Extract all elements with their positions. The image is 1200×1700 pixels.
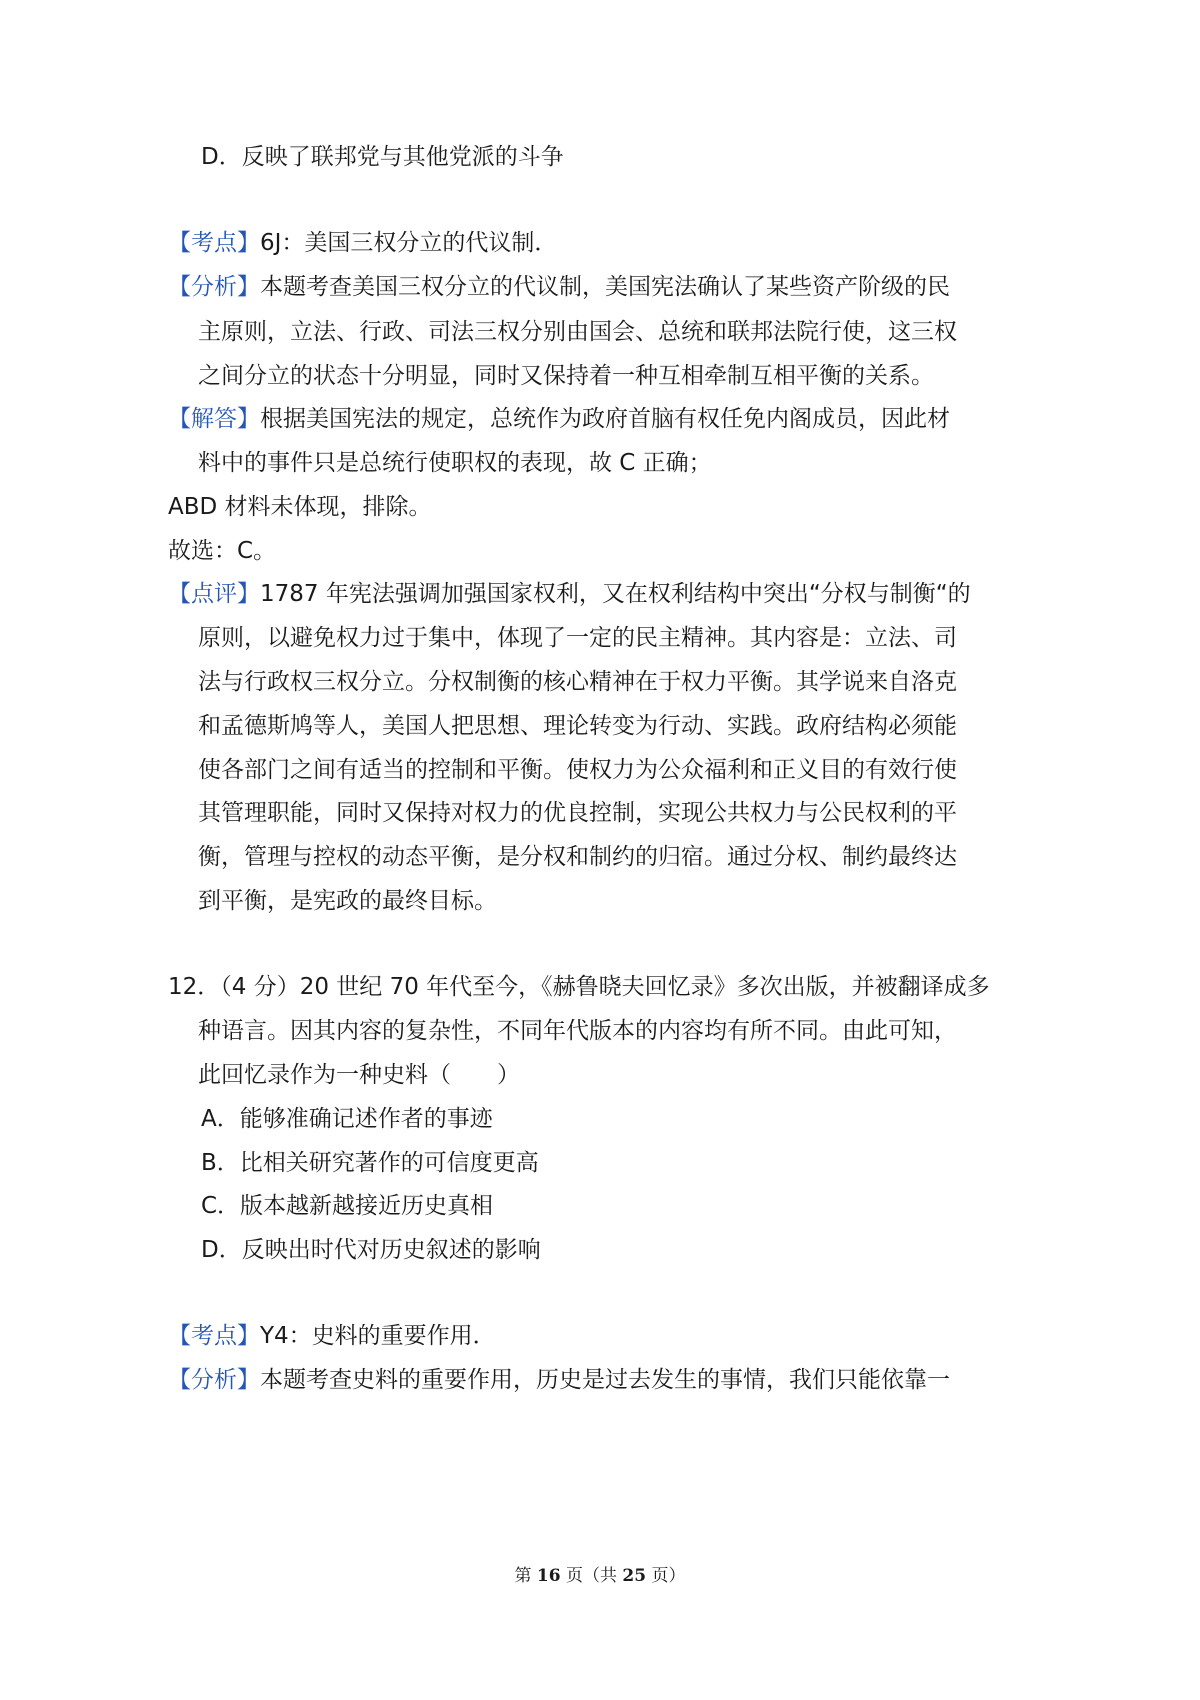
q12-option-d: D．反映出时代对历史叙述的影响 <box>201 1237 541 1263</box>
fenxi-tag: 【分析】 <box>168 274 260 300</box>
dianping-line: 原则，以避免权力过于集中，体现了一定的民主精神。其内容是：立法、司 <box>198 625 957 651</box>
option-d-prev: D．反映了联邦党与其他党派的斗争 <box>201 144 564 170</box>
page-footer <box>0 1561 1200 1586</box>
dianping-line: 使各部门之间有适当的控制和平衡。使权力为公众福利和正义目的有效行使 <box>198 757 957 783</box>
dianping-line: 1787 年宪法强调加强国家权利，又在权利结构中突出“分权与制衡“的 <box>260 581 971 607</box>
dianping-line: 和孟德斯鸠等人，美国人把思想、理论转变为行动、实践。政府结构必须能 <box>198 713 957 739</box>
dianping-line: 其管理职能，同时又保持对权力的优良控制，实现公共权力与公民权利的平 <box>198 800 957 826</box>
dianping-line: 法与行政权三权分立。分权制衡的核心精神在于权力平衡。其学说来自洛克 <box>198 669 957 695</box>
q12-fenxi-row <box>168 1364 950 1396</box>
jieda-row <box>168 403 950 435</box>
q12-fenxi-tag: 【分析】 <box>168 1367 260 1393</box>
dianping-tag: 【点评】 <box>168 581 260 607</box>
exclude-text: ABD 材料未体现，排除。 <box>168 494 432 520</box>
footer-mid: 页（共 <box>566 1566 617 1586</box>
jieda-line: 料中的事件只是总统行使职权的表现，故 C 正确； <box>198 450 712 476</box>
kaodian-tag: 【考点】 <box>168 230 260 256</box>
footer-total-pages: 25 <box>622 1566 647 1586</box>
footer-suffix: 页） <box>651 1566 686 1586</box>
q12-option-a: A．能够准确记述作者的事迹 <box>201 1106 493 1132</box>
fenxi-row <box>168 271 950 303</box>
dianping-line: 到平衡，是宪政的最终目标。 <box>198 888 497 914</box>
fenxi-line: 之间分立的状态十分明显，同时又保持着一种互相牵制互相平衡的关系。 <box>198 363 934 389</box>
kaodian-text: 6J：美国三权分立的代议制． <box>260 230 558 256</box>
q12-stem-line: 12．（4 分）20 世纪 70 年代至今，《赫鲁晓夫回忆录》多次出版，并被翻译成多 <box>168 974 990 1000</box>
q12-option-c: C．版本越新越接近历史真相 <box>201 1193 494 1219</box>
dianping-row <box>168 578 971 610</box>
q12-kaodian-row <box>168 1320 496 1352</box>
choice-text: 故选：C。 <box>168 538 277 564</box>
q12-stem-line: 此回忆录作为一种史料（ ） <box>198 1062 520 1088</box>
fenxi-line: 本题考查美国三权分立的代议制，美国宪法确认了某些资产阶级的民 <box>260 274 950 300</box>
q12-kaodian-text: Y4：史料的重要作用． <box>260 1323 496 1349</box>
q12-option-b: B．比相关研究著作的可信度更高 <box>201 1150 539 1176</box>
jieda-line: 根据美国宪法的规定，总统作为政府首脑有权任免内阁成员，因此材 <box>260 406 950 432</box>
jieda-tag: 【解答】 <box>168 406 260 432</box>
q12-stem-line: 种语言。因其内容的复杂性，不同年代版本的内容均有所不同。由此可知， <box>198 1018 957 1044</box>
dianping-line: 衡，管理与控权的动态平衡，是分权和制约的归宿。通过分权、制约最终达 <box>198 844 957 870</box>
q12-kaodian-tag: 【考点】 <box>168 1323 260 1349</box>
q12-fenxi-text: 本题考查史料的重要作用，历史是过去发生的事情，我们只能依靠一 <box>260 1367 950 1393</box>
footer-page-number: 16 <box>536 1566 561 1586</box>
kaodian-row <box>168 227 557 259</box>
footer-prefix: 第 <box>514 1566 532 1586</box>
fenxi-line: 主原则，立法、行政、司法三权分别由国会、总统和联邦法院行使，这三权 <box>198 319 957 345</box>
